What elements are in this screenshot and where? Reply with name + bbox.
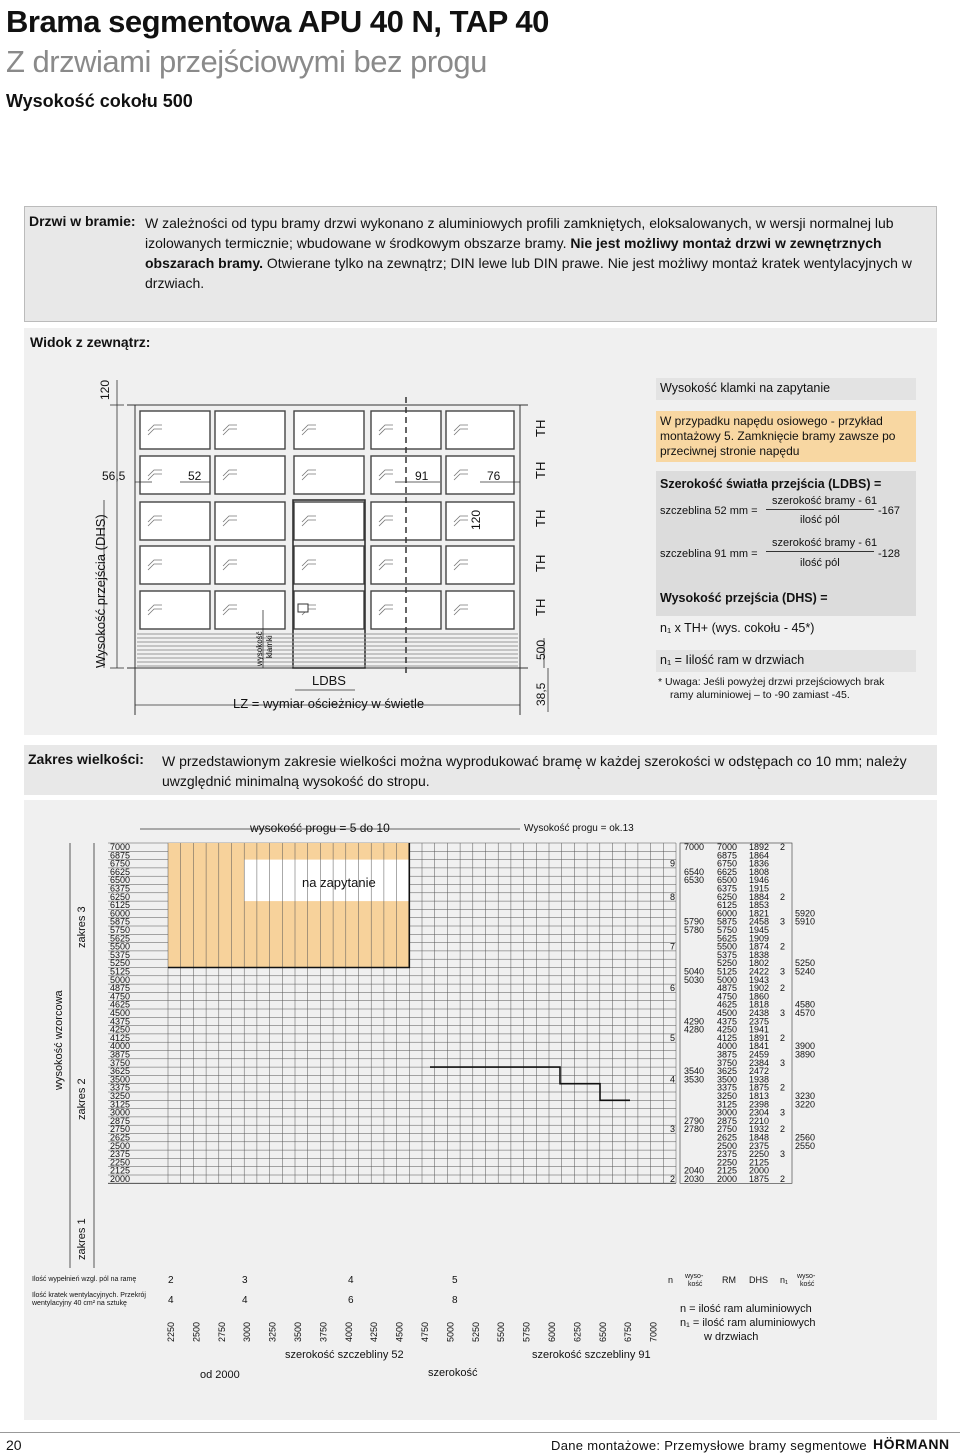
height-value: 4375 [110,1016,131,1027]
dhs-value: 2422 [749,966,770,977]
dhs-value: 1836 [749,858,770,869]
width-91-label: szerokość szczebliny 91 [532,1349,651,1361]
height-value: 2000 [110,1174,131,1184]
door-info-text-1: W zależności od typu bramy drzwi wykonano z aluminiowych profili zamkniętych, eloksalowanych, w wersji normalnej lub izolowanych termicznie; wbudowane w środkowym obszarze bramy. [145,215,894,251]
n1-value: 3 [780,1107,786,1118]
vents-value: 8 [452,1295,458,1306]
dim-th-1: TH [533,419,548,437]
dim-52: 52 [188,469,202,483]
height-value: 3375 [110,1082,131,1093]
threshold-label-5-10: wysokość progu = 5 do 10 [250,821,390,835]
frame-height-value: 2790 [684,1115,705,1126]
dhs-value: 1932 [749,1124,770,1135]
n1-value: 3 [780,966,786,977]
door-info-text-2: Otwierane tylko na zewnątrz; DIN lewe lub DIN prawe. Nie jest możliwy montaż kratek wentylacyjnych w drzwiach. [145,255,912,291]
page-title: Brama segmentowa APU 40 N, TAP 40 [6,4,549,39]
head-height-1: wyso- [797,1273,816,1280]
height-value: 3750 [110,1057,131,1068]
n1-value: 2 [780,1082,786,1093]
std-height-right-value: 4570 [795,1008,816,1018]
rm-value: 3250 [717,1091,738,1101]
height-value: 3000 [110,1107,131,1118]
zone-label: zakres 3 [76,906,88,948]
lz-label: LZ = wymiar ościeżnicy w świetle [233,696,425,711]
dhs-value: 1875 [749,1174,770,1184]
height-value: 5125 [110,966,131,977]
dim-th-2: TH [533,461,548,479]
frame-height-value: 4280 [684,1024,705,1035]
head-n1: n₁ [780,1275,789,1285]
dhs-value: 2438 [749,1008,770,1018]
width-value: 3250 [267,1321,278,1342]
width-value: 7000 [648,1321,659,1342]
height-value: 6500 [110,875,131,886]
formula52-denominator: ilość pól [800,514,840,526]
n-value: 7 [670,941,676,952]
zone-label: zakres 1 [76,1218,88,1260]
rm-value: 4375 [717,1016,738,1027]
width-value: 5500 [496,1321,507,1342]
rm-value: 2125 [717,1165,738,1176]
frame-height-value: 5030 [684,974,705,985]
n-value: 3 [670,1124,676,1135]
dhs-value: 1884 [749,891,770,902]
dhs-value: 1874 [749,941,770,952]
height-value: 2375 [110,1149,131,1160]
dhs-value: 2250 [749,1149,770,1160]
dhs-value: 2375 [749,1016,770,1027]
legend-3: w drzwiach [704,1331,759,1343]
base-height-heading: Wysokość cokołu 500 [6,91,193,111]
frame-height-value: 2030 [684,1174,705,1184]
frame-height-value: 6540 [684,866,705,877]
rm-value: 4125 [717,1032,738,1043]
std-height-right-value: 3900 [795,1041,816,1052]
rm-value: 4750 [717,991,738,1002]
dhs-value: 2125 [749,1157,770,1168]
rm-value: 6625 [717,866,738,877]
dhs-value: 1946 [749,875,770,886]
dhs-value: 1938 [749,1074,770,1085]
rm-value: 5250 [717,958,738,969]
n1-value: 3 [780,1057,786,1068]
height-value: 4875 [110,983,131,994]
height-value: 5625 [110,933,131,944]
height-value: 5500 [110,941,131,952]
dhs-value: 2304 [749,1107,770,1118]
vents-value: 6 [348,1295,354,1306]
height-value: 4000 [110,1041,131,1052]
width-value: 6250 [572,1321,583,1342]
width-value: 5000 [445,1321,456,1342]
vents-value: 4 [242,1295,248,1306]
height-value: 4250 [110,1024,131,1035]
dhs-value: 1891 [749,1032,770,1043]
std-height-right-value: 3220 [795,1099,816,1110]
dhs-value: 1838 [749,949,770,960]
rm-value: 2625 [717,1132,738,1143]
width-52-label: szerokość szczebliny 52 [285,1349,404,1361]
dhs-value: 2458 [749,916,770,927]
height-value: 5875 [110,916,131,927]
range-label: Zakres wielkości: [28,751,144,767]
dhs-value: 2210 [749,1115,770,1126]
rm-value: 3875 [717,1049,738,1060]
height-value: 2125 [110,1165,131,1176]
dhs-value: 1945 [749,925,770,935]
head-n: n [668,1275,674,1285]
height-value: 6875 [110,850,131,861]
height-value: 3875 [110,1049,131,1060]
frame-height-value: 7000 [684,842,705,852]
height-value: 7000 [110,842,131,852]
n-value: 9 [670,858,676,869]
n1-value: 3 [780,916,786,927]
zone-label: zakres 2 [76,1078,88,1120]
height-value: 6750 [110,858,131,869]
dim-th-3: TH [533,509,548,527]
rm-value: 7000 [717,842,738,852]
height-value: 5000 [110,974,131,985]
height-value: 6125 [110,900,131,911]
legend-2: n₁ = ilość ram aluminiowych [680,1317,816,1329]
n-value: 2 [670,1174,676,1184]
row52-const: -167 [878,505,901,517]
handle-height-label-1: wysokość [255,631,264,666]
width-value: 4750 [420,1321,430,1342]
n1-value: 2 [780,1032,786,1043]
door-info-label: Drzwi w bramie: [29,213,136,229]
std-height-right-value: 5920 [795,908,816,919]
dim-38-5: 38,5 [534,682,548,706]
std-height-right-value: 2550 [795,1140,816,1151]
width-value: 2250 [166,1321,176,1342]
rm-value: 5000 [717,974,738,985]
row91-const: -128 [878,548,901,560]
rm-value: 5375 [717,949,738,960]
height-value: 4750 [110,991,131,1002]
rm-value: 5875 [717,916,738,927]
rm-value: 6375 [717,883,738,894]
dim-inner-120: 120 [469,509,483,530]
height-value: 2500 [110,1140,131,1151]
rm-value: 6750 [717,858,738,869]
std-height-right-value: 2560 [795,1132,816,1143]
rm-value: 5125 [717,966,738,977]
rm-value: 5500 [717,941,738,952]
n1-value: 3 [780,1008,786,1018]
width-value: 6500 [597,1321,608,1342]
rm-value: 3125 [717,1099,738,1110]
n-value: 4 [670,1074,676,1085]
formula91-numerator: szerokość bramy - 61 [772,537,878,549]
footer-text: Dane montażowe: Przemysłowe bramy segmentowe [551,1438,867,1453]
dhs-value: 1902 [749,983,770,994]
dim-91: 91 [415,469,429,483]
head-dhs: DHS [749,1275,769,1285]
frame-height-value: 3530 [684,1074,705,1085]
rm-value: 3625 [717,1066,738,1077]
n1-value: 2 [780,941,786,952]
dhs-value: 1802 [749,958,770,969]
rm-value: 2250 [717,1157,738,1168]
ldbs-label: LDBS [312,673,346,688]
dhs-value: 1915 [749,883,770,894]
frame-height-value: 5790 [684,916,705,927]
panels-value: 4 [348,1275,354,1286]
rm-value: 2875 [717,1115,738,1126]
vents-label-1: Ilość kratek wentylacyjnych. Przekrój [32,1292,146,1299]
frame-height-value: 5780 [684,925,705,935]
dhs-formula: n₁ x TH+ (wys. cokołu - 45*) [656,618,916,642]
width-label: szerokość [428,1367,478,1379]
dhs-value: 2375 [749,1140,770,1151]
height-value: 4500 [110,1008,131,1018]
height-value: 6000 [110,908,131,919]
dhs-value: 1943 [749,974,770,985]
std-height-right-value: 5240 [795,966,816,977]
width-value: 4250 [369,1321,380,1342]
height-value: 5250 [110,958,131,969]
vents-label-2: wentylacyjny 40 cm² na sztukę [32,1300,127,1307]
dhs-value: 1853 [749,900,770,911]
formula91-denominator: ilość pól [800,557,840,569]
height-value: 5375 [110,949,131,960]
rm-value: 6000 [717,908,738,919]
page-number: 20 [6,1437,22,1453]
n-value: 6 [670,983,676,994]
width-value: 6000 [547,1321,557,1342]
brand-logo: HÖRMANN [873,1436,950,1452]
head-height-1: wyso- [685,1273,704,1280]
height-value: 3250 [110,1091,131,1101]
frame-height-value: 6530 [684,875,705,886]
dhs-value: 1909 [749,933,770,944]
std-height-right-value: 5250 [795,958,816,969]
panels-label: Ilość wypełnień wzgl. pól na ramę [32,1276,137,1283]
std-height-right-value: 4580 [795,999,816,1010]
width-value: 2750 [216,1321,227,1342]
rm-value: 2375 [717,1149,738,1160]
std-height-right-value: 3230 [795,1091,816,1101]
frame-height-value: 5040 [684,966,705,977]
dhs-value: 1813 [749,1091,770,1101]
width-value: 3500 [293,1321,303,1342]
std-height-label: wysokość wzorcowa [53,990,65,1090]
width-value: 2500 [191,1321,202,1342]
rm-value: 6875 [717,850,738,861]
dim-500: 500 [534,639,548,660]
n-value: 5 [670,1032,676,1043]
rm-value: 5750 [717,925,738,935]
row91-label: szczeblina 91 mm = [660,548,758,560]
row52-label: szczeblina 52 mm = [660,505,758,517]
panels-value: 3 [242,1275,248,1286]
height-value: 4625 [110,999,131,1010]
head-rm: RM [722,1275,736,1285]
frame-height-value: 4290 [684,1016,705,1027]
ldbs-title: Szerokość światła przejścia (LDBS) = [660,477,882,491]
rm-value: 6125 [717,900,738,911]
height-value: 5750 [110,925,131,935]
vents-value: 4 [168,1295,174,1306]
dim-76: 76 [487,469,501,483]
rm-value: 6500 [717,875,738,886]
n1-value: 2 [780,1124,786,1135]
frame-height-value: 2040 [684,1165,705,1176]
width-value: 4000 [343,1321,354,1342]
threshold-label-13: Wysokość progu = ok.13 [524,823,634,834]
dim-th-4: TH [533,554,548,572]
width-value: 3000 [242,1321,253,1342]
dhs-value: 1848 [749,1132,770,1143]
frame-height-value: 2780 [684,1124,705,1135]
panels-value: 5 [452,1275,458,1286]
std-height-right-value: 3890 [795,1049,816,1060]
dhs-value: 1892 [749,842,770,852]
dim-th-5: TH [533,598,548,616]
handle-height-note: Wysokość klamki na zapytanie [656,378,916,400]
dhs-title: Wysokość przejścia (DHS) = [660,591,828,605]
rm-value: 5625 [717,933,738,944]
rm-value: 3375 [717,1082,738,1093]
formula52-numerator: szerokość bramy - 61 [772,495,878,507]
n1-value: 2 [780,983,786,994]
height-value: 3125 [110,1099,131,1110]
height-value: 2625 [110,1132,131,1143]
rm-value: 4875 [717,983,738,994]
range-text: W przedstawionym zakresie wielkości można wyprodukować bramę w każdej szerokości w odstępach co 10 mm; należy uwzględnić minimalną wysokość do stropu. [162,753,907,789]
rm-value: 6250 [717,891,738,902]
dhs-value: 1808 [749,866,770,877]
n1-value: 2 [780,1174,786,1184]
n-value: 8 [670,891,676,902]
width-value: 5750 [521,1321,532,1342]
dhs-value: 1841 [749,1041,770,1052]
view-label: Widok z zewnątrz: [30,334,151,350]
head-height-2: kość [688,1281,703,1288]
height-value: 6375 [110,883,131,894]
footnote-1: * Uwaga: Jeśli powyżej drzwi przejściowych brak [658,676,885,688]
dhs-value: 1818 [749,999,770,1010]
dhs-vertical-label: Wysokość przejścia (DHS) [93,514,108,668]
dhs-value: 1875 [749,1082,770,1093]
dim-left-56: 56,5 [102,469,126,483]
height-value: 3625 [110,1066,131,1077]
rm-value: 3000 [717,1107,738,1118]
rm-value: 2000 [717,1174,738,1184]
legend-1: n = ilość ram aluminiowych [680,1303,812,1315]
width-value: 6750 [623,1321,634,1342]
motor-note: W przypadku napędu osiowego - przykład montażowy 5. Zamknięcie bramy zawsze po przeciwnej stronie napędu [656,411,916,462]
dhs-value: 2000 [749,1165,770,1176]
dim-top-120: 120 [98,379,112,400]
height-value: 4125 [110,1032,131,1043]
dhs-value: 2472 [749,1066,770,1077]
dhs-value: 2459 [749,1049,770,1060]
rm-value: 4250 [717,1024,738,1035]
dhs-value: 1941 [749,1024,770,1035]
footnote-2: ramy aluminiowej – to -90 zamiast -45. [670,689,850,701]
rm-value: 3750 [717,1057,738,1068]
panels-value: 2 [168,1275,174,1286]
handle-height-label-2: klamki [265,635,274,658]
n1-value: 2 [780,891,786,902]
dhs-value: 2384 [749,1057,770,1068]
n1-value: 2 [780,842,786,852]
height-value: 6625 [110,866,131,877]
dhs-value: 1821 [749,908,770,919]
std-height-right-value: 5910 [795,916,816,927]
height-value: 6250 [110,891,131,902]
n1-note: n₁ = Iilość ram w drzwiach [656,650,916,672]
height-value: 2250 [110,1157,131,1168]
width-value: 3750 [318,1321,329,1342]
dhs-value: 1860 [749,991,770,1002]
footer-divider [0,1432,960,1433]
rm-value: 2750 [717,1124,738,1135]
width-value: 5250 [470,1321,481,1342]
door-info-text-bold: Nie jest możliwy montaż drzwi w zewnętrznych obszarach bramy. [145,235,882,271]
rm-value: 4500 [717,1008,738,1018]
rm-value: 4000 [717,1041,738,1052]
height-value: 2875 [110,1115,131,1126]
width-value: 4500 [394,1321,405,1342]
on-request-label: na zapytanie [302,875,376,890]
rm-value: 3500 [717,1074,738,1085]
frame-height-value: 3540 [684,1066,705,1077]
height-value: 3500 [110,1074,131,1085]
from-2000-label: od 2000 [200,1369,240,1381]
dhs-value: 2398 [749,1099,770,1110]
head-height-2: kość [800,1281,815,1288]
height-value: 2750 [110,1124,131,1135]
dhs-value: 1864 [749,850,770,861]
n1-value: 3 [780,1149,786,1160]
page-subtitle: Z drzwiami przejściowymi bez progu [6,44,487,79]
rm-value: 2500 [717,1140,738,1151]
rm-value: 4625 [717,999,738,1010]
